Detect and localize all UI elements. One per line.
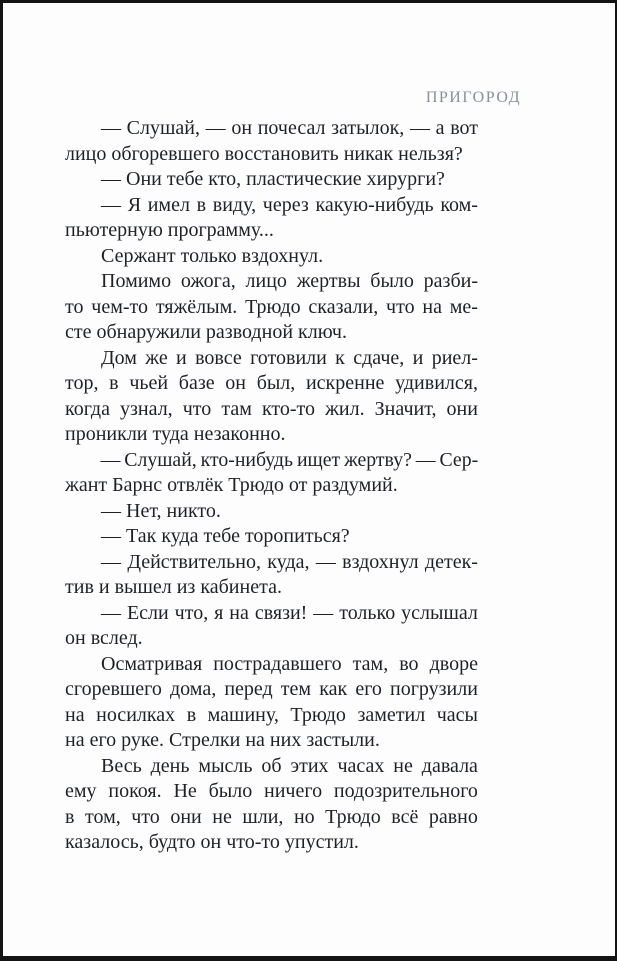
text-line: Осматривая пострадавшего там, во дворе <box>101 652 478 675</box>
paragraph <box>65 244 478 270</box>
text-line: сте обнаружили разводной ключ. <box>65 321 347 343</box>
paragraph <box>65 524 478 550</box>
text-line: — Нет, никто. <box>101 499 221 522</box>
text-line: — Слушай, — он почесал затылок, — а вот <box>101 117 478 139</box>
running-header: ПРИГОРОД <box>425 89 521 106</box>
text-line: на носилках в машину, Трюдо заметил часы <box>65 703 478 726</box>
text-line: казалось, будто он что-то упустил. <box>65 831 359 853</box>
text-line: в том, что они не шли, но Трюдо всё равно <box>65 805 478 828</box>
text-line: лицо обгоревшего восстановить никак нельзя? <box>65 142 463 165</box>
text-line: Помимо ожога, лицо жертвы было разби- <box>101 270 478 292</box>
paragraph <box>65 167 478 193</box>
text-line: — Действительно, куда, — вздохнул детек- <box>101 550 478 573</box>
text-line: он вслед. <box>65 627 143 649</box>
text-line: Дом же и вовсе готовили к сдаче, и риел- <box>101 346 478 369</box>
text-line: ему покоя. Не было ничего подозрительного <box>65 780 478 802</box>
paragraph <box>65 448 478 499</box>
text-line: проникли туда незаконно. <box>65 423 286 445</box>
paragraph <box>65 499 478 525</box>
paragraph <box>65 550 478 601</box>
text-line: на его руке. Стрелки на них застыли. <box>65 729 380 751</box>
text-line: — Так куда тебе торопиться? <box>101 525 350 547</box>
text-line: — Слушай, кто-нибудь ищет жертву? — Сер- <box>100 448 479 471</box>
text-line: Сержант только вздохнул. <box>101 244 324 267</box>
text-line: Весь день мысль об этих часах не давала <box>101 754 478 777</box>
paragraph <box>65 754 478 856</box>
paragraph <box>65 601 478 652</box>
paragraph <box>65 652 478 754</box>
page-text <box>65 116 478 856</box>
text-line: то чем-то тяжёлым. Трюдо сказали, что на ме- <box>65 295 478 318</box>
text-line: жант Барнс отвлёк Трюдо от раздумий. <box>65 474 398 496</box>
text-line: когда узнал, что там кто-то жил. Значит, они <box>65 397 478 420</box>
text-line: — Если что, я на связи! — только услышал <box>101 601 478 624</box>
paragraph <box>65 269 478 346</box>
text-line: тор, в чьей базе он был, искренне удивился, <box>65 372 478 394</box>
text-line: тив и вышел из кабинета. <box>65 576 282 598</box>
paragraph <box>65 193 478 244</box>
paragraph <box>65 116 478 167</box>
paragraph <box>65 346 478 448</box>
text-line: пьютерную программу... <box>65 219 274 241</box>
text-line: — Они тебе кто, пластические хирурги? <box>101 168 445 190</box>
text-line: сгоревшего дома, перед тем как его погрузили <box>65 678 478 700</box>
text-line: — Я имел в виду, через какую-нибудь ком- <box>101 193 478 216</box>
